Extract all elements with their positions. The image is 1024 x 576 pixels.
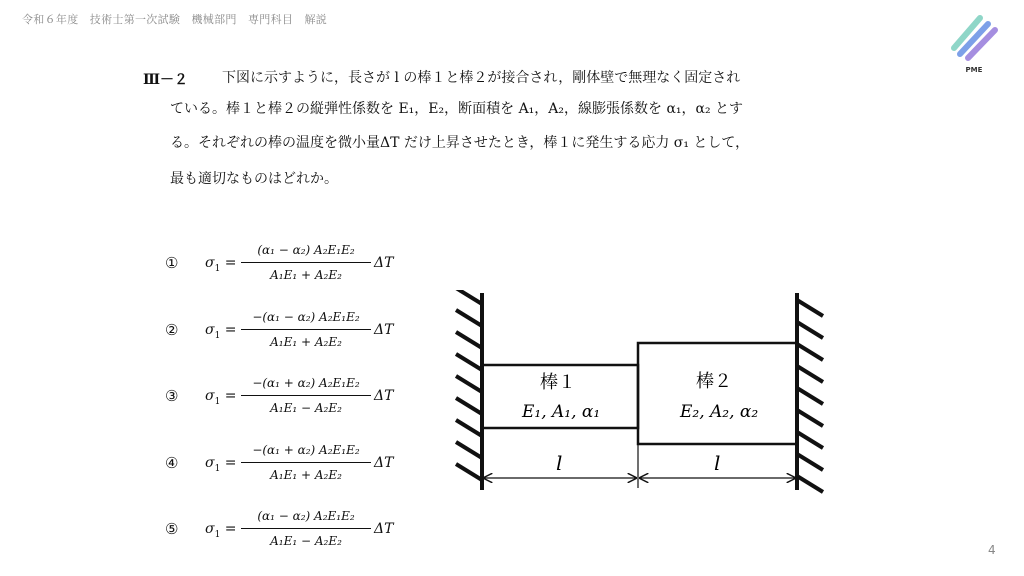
question-line-4: 最も適切なものはどれか。	[170, 171, 338, 187]
option-fraction	[241, 373, 371, 418]
option-lhs: $\sigma_1$ =	[205, 455, 237, 474]
denominator: A₁E₁ + A₂E₂	[270, 335, 342, 349]
delta-t: ΔT	[374, 388, 394, 404]
option-fraction	[241, 506, 371, 551]
option-1[interactable]	[165, 240, 405, 290]
left-wall	[456, 290, 482, 490]
delta-t: ΔT	[374, 521, 394, 537]
question-number: Ⅲ－２	[143, 72, 189, 88]
numerator: −(α₁ − α₂) A₂E₁E₂	[252, 310, 360, 324]
denominator: A₁E₁ − A₂E₂	[270, 401, 342, 415]
option-lhs: $\sigma_1$ =	[205, 521, 237, 540]
delta-t: ΔT	[374, 322, 394, 338]
option-lhs: $\sigma_1$ =	[205, 255, 237, 274]
option-lhs: $\sigma_1$ =	[205, 388, 237, 407]
option-number: ①	[165, 254, 179, 272]
option-4[interactable]	[165, 440, 405, 490]
option-number: ②	[165, 321, 179, 339]
option-fraction	[241, 240, 371, 285]
length-label-2: l	[714, 451, 721, 475]
pme-logo	[948, 10, 1000, 74]
option-number: ⑤	[165, 520, 179, 538]
denominator: A₁E₁ + A₂E₂	[270, 468, 342, 482]
option-lhs: $\sigma_1$ =	[205, 322, 237, 341]
option-number: ④	[165, 454, 179, 472]
question-line-1: 下図に示すように，長さが l の棒１と棒２が接合され，剛体壁で無理なく固定され	[222, 70, 741, 86]
option-3[interactable]	[165, 373, 405, 423]
fraction-bar	[241, 329, 371, 330]
option-5[interactable]	[165, 506, 405, 556]
page-number: 4	[988, 543, 996, 557]
numerator: (α₁ − α₂) A₂E₁E₂	[257, 243, 355, 257]
bar-2-rect	[638, 343, 797, 444]
question-line-2: ている。棒１と棒２の縦弾性係数を E₁，E₂，断面積を A₁，A₂，線膨張係数を α₁，α₂ とす	[170, 101, 744, 117]
numerator: −(α₁ + α₂) A₂E₁E₂	[252, 376, 360, 390]
fraction-bar	[241, 528, 371, 529]
denominator: A₁E₁ − A₂E₂	[270, 534, 342, 548]
logo-text: PME	[965, 66, 983, 74]
bar-1-props: E₁, A₁, α₁	[522, 402, 601, 422]
option-number: ③	[165, 387, 179, 405]
question-line-3: る。それぞれの棒の温度を微小量ΔT だけ上昇させたとき，棒１に発生する応力 σ₁ として，	[170, 135, 750, 151]
right-wall	[797, 293, 823, 492]
length-label-1: l	[556, 451, 563, 475]
header-breadcrumb: 令和６年度 技術士第一次試験 機械部門 専門科目 解説	[22, 13, 328, 26]
option-fraction	[241, 307, 371, 352]
denominator: A₁E₁ + A₂E₂	[270, 268, 342, 282]
bar-diagram	[448, 290, 838, 500]
bar-2-props: E₂, A₂, α₂	[680, 402, 759, 422]
bar-2-name: 棒２	[696, 371, 732, 392]
fraction-bar	[241, 395, 371, 396]
bar-1-name: 棒１	[540, 372, 576, 393]
delta-t: ΔT	[374, 255, 394, 271]
option-2[interactable]	[165, 307, 405, 357]
delta-t: ΔT	[374, 455, 394, 471]
numerator: (α₁ − α₂) A₂E₁E₂	[257, 509, 355, 523]
fraction-bar	[241, 262, 371, 263]
option-fraction	[241, 440, 371, 485]
fraction-bar	[241, 462, 371, 463]
numerator: −(α₁ + α₂) A₂E₁E₂	[252, 443, 360, 457]
